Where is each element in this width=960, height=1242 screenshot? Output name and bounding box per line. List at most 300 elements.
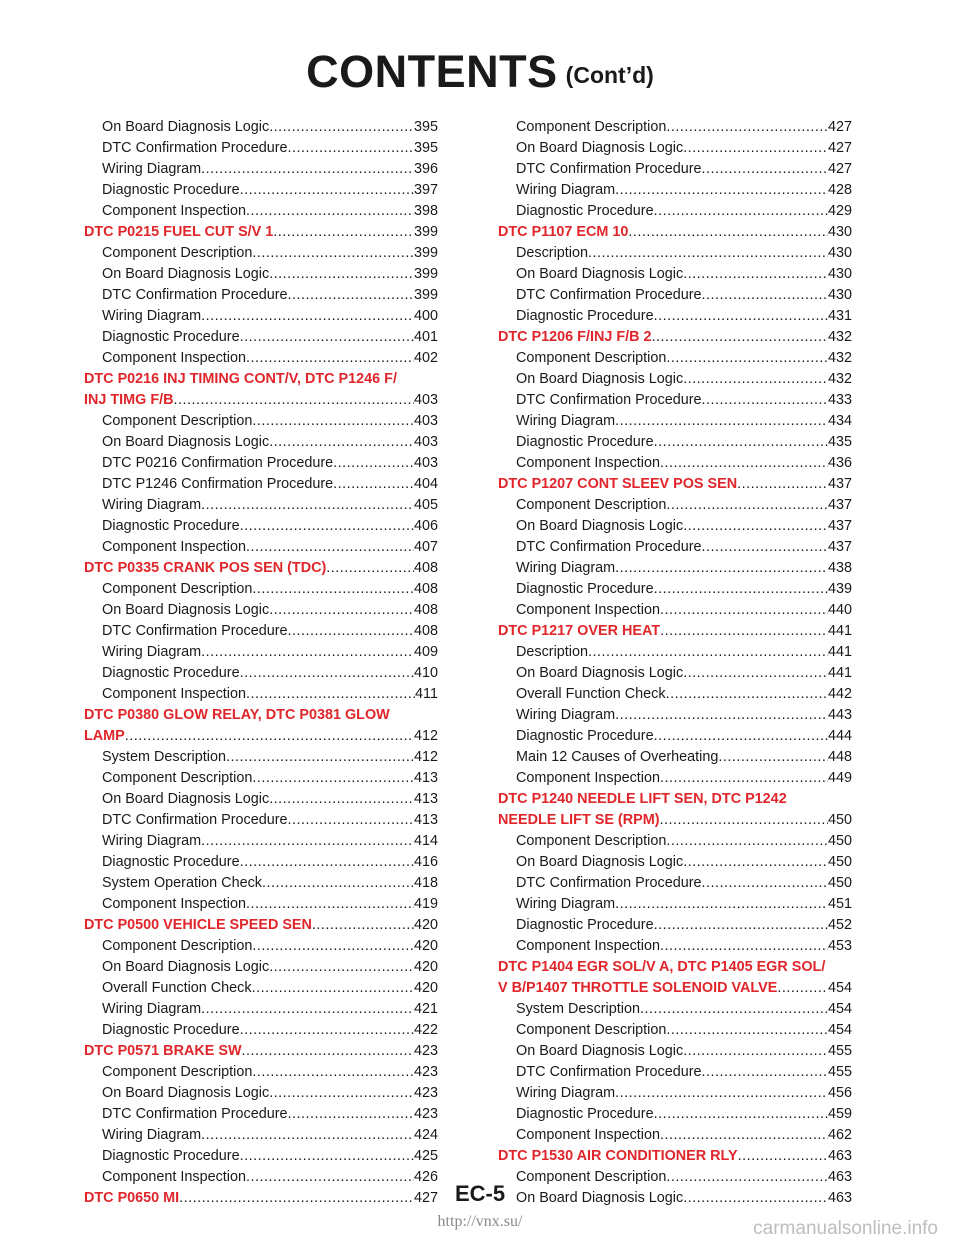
toc-entry[interactable] — [84, 1146, 438, 1167]
toc-entry[interactable] — [84, 999, 438, 1020]
dot-leader — [615, 558, 828, 579]
toc-entry[interactable] — [84, 495, 438, 516]
toc-page-number: 416 — [413, 854, 438, 870]
toc-entry[interactable] — [498, 117, 852, 138]
toc-entry[interactable] — [498, 453, 852, 474]
toc-page-number: 430 — [827, 224, 852, 240]
toc-entry[interactable] — [498, 579, 852, 600]
toc-page-number: 443 — [827, 707, 852, 723]
toc-entry[interactable] — [84, 180, 438, 201]
toc-entry-title: On Board Diagnosis Logic — [516, 140, 684, 156]
toc-page-number: 414 — [413, 833, 438, 849]
toc-entry[interactable] — [498, 663, 852, 684]
toc-heading[interactable] — [498, 810, 852, 831]
dot-leader — [666, 684, 828, 705]
toc-page-number: 450 — [827, 854, 852, 870]
toc-page-number: 450 — [827, 833, 852, 849]
toc-page-number: 403 — [413, 455, 438, 471]
toc-page-number: 454 — [827, 1022, 852, 1038]
toc-entry[interactable] — [84, 873, 438, 894]
toc-page-number: 435 — [827, 434, 852, 450]
toc-heading[interactable] — [498, 621, 852, 642]
toc-heading-line[interactable]: DTC P0380 GLOW RELAY, DTC P0381 GLOW — [84, 707, 390, 723]
toc-entry[interactable] — [498, 159, 852, 180]
toc-entry-title: Component Description — [516, 1022, 667, 1038]
toc-page-number: 451 — [827, 896, 852, 912]
dot-leader — [269, 600, 414, 621]
toc-entry-title: Component Inspection — [516, 1127, 660, 1143]
toc-entry-title: On Board Diagnosis Logic — [102, 791, 270, 807]
toc-entry-title: Diagnostic Procedure — [516, 308, 654, 324]
dot-leader — [654, 915, 828, 936]
toc-entry[interactable] — [84, 327, 438, 348]
toc-entry[interactable] — [84, 159, 438, 180]
toc-entry-title: On Board Diagnosis Logic — [102, 602, 270, 618]
toc-page-number: 448 — [827, 749, 852, 765]
toc-page-number: 396 — [413, 161, 438, 177]
dot-leader — [615, 894, 828, 915]
toc-entry-title: Component Inspection — [516, 602, 660, 618]
toc-heading[interactable] — [84, 915, 438, 936]
toc-entry[interactable] — [84, 432, 438, 453]
toc-entry-title: DTC Confirmation Procedure — [102, 812, 288, 828]
toc-entry[interactable] — [498, 873, 852, 894]
dot-leader — [628, 222, 828, 243]
title-main: CONTENTS — [306, 46, 558, 97]
toc-page-number: 440 — [827, 602, 852, 618]
toc-entry-title: DTC P0216 Confirmation Procedure — [102, 455, 334, 471]
toc-page-number: 459 — [827, 1106, 852, 1122]
toc-entry[interactable] — [84, 264, 438, 285]
toc-entry[interactable] — [498, 747, 852, 768]
toc-page-number: 397 — [413, 182, 438, 198]
toc-page-number: 434 — [827, 413, 852, 429]
toc-column-right — [498, 117, 852, 1209]
toc-entry[interactable] — [84, 579, 438, 600]
toc-entry[interactable] — [84, 747, 438, 768]
toc-entry[interactable] — [84, 642, 438, 663]
toc-page-number: 463 — [827, 1169, 852, 1185]
dot-leader — [201, 495, 414, 516]
toc-entry-title: On Board Diagnosis Logic — [516, 1190, 684, 1206]
toc-entry-title: Component Inspection — [516, 770, 660, 786]
dot-leader — [240, 1146, 414, 1167]
dot-leader — [252, 579, 414, 600]
dot-leader — [654, 1104, 828, 1125]
dot-leader — [702, 537, 828, 558]
toc-entry[interactable] — [84, 957, 438, 978]
toc-page-number: 399 — [413, 266, 438, 282]
toc-heading[interactable] — [84, 558, 438, 579]
toc-entry[interactable] — [498, 852, 852, 873]
toc-page-number: 403 — [413, 392, 438, 408]
toc-entry-title: DTC Confirmation Procedure — [516, 287, 702, 303]
dot-leader — [652, 327, 828, 348]
toc-entry-title: Component Inspection — [102, 896, 246, 912]
toc-entry-title: System Operation Check — [102, 875, 262, 891]
toc-page-number: 411 — [415, 686, 438, 702]
dot-leader — [240, 663, 414, 684]
toc-heading[interactable] — [498, 474, 852, 495]
dot-leader — [201, 831, 414, 852]
toc-entry[interactable] — [84, 411, 438, 432]
toc-entry[interactable] — [84, 978, 438, 999]
dot-leader — [269, 1083, 414, 1104]
toc-entry[interactable] — [498, 726, 852, 747]
toc-heading[interactable] — [84, 390, 438, 411]
toc-entry[interactable] — [84, 516, 438, 537]
toc-page-number: 436 — [827, 455, 852, 471]
toc-entry[interactable] — [84, 810, 438, 831]
toc-entry[interactable] — [84, 306, 438, 327]
dot-leader — [201, 159, 414, 180]
toc-entry-title: Component Description — [516, 833, 667, 849]
toc-page-number: 420 — [413, 938, 438, 954]
toc-entry[interactable] — [84, 684, 438, 705]
toc-entry-title: Diagnostic Procedure — [102, 665, 240, 681]
dot-leader — [240, 516, 414, 537]
toc-page-number: 453 — [827, 938, 852, 954]
dot-leader — [615, 411, 828, 432]
toc-entry-title: Component Description — [516, 497, 667, 513]
toc-entry[interactable] — [498, 558, 852, 579]
toc-page-number: 427 — [827, 119, 852, 135]
toc-column-left — [84, 117, 438, 1209]
toc-entry-title: Diagnostic Procedure — [516, 728, 654, 744]
toc-entry-title: Diagnostic Procedure — [102, 854, 240, 870]
dot-leader — [777, 978, 828, 999]
dot-leader — [666, 117, 828, 138]
dot-leader — [702, 285, 828, 306]
toc-entry-title: DTC Confirmation Procedure — [102, 140, 288, 156]
toc-page-number: 432 — [827, 350, 852, 366]
toc-entry-title: System Description — [102, 749, 226, 765]
footer-link[interactable]: http://vnx.su/ — [437, 1213, 523, 1230]
toc-entry[interactable] — [498, 180, 852, 201]
toc-entry[interactable] — [498, 936, 852, 957]
toc-entry[interactable] — [498, 1104, 852, 1125]
toc-page-number: 430 — [827, 287, 852, 303]
toc-page-number: 455 — [827, 1043, 852, 1059]
dot-leader — [246, 894, 414, 915]
toc-entry[interactable] — [498, 768, 852, 789]
toc-page-number: 449 — [827, 770, 852, 786]
toc-entry-title: On Board Diagnosis Logic — [516, 1043, 684, 1059]
toc-entry-title: On Board Diagnosis Logic — [516, 518, 684, 534]
dot-leader — [588, 642, 828, 663]
dot-leader — [269, 789, 414, 810]
toc-page-number: 437 — [827, 539, 852, 555]
toc-entry-title: DTC P0335 CRANK POS SEN (TDC) — [84, 560, 327, 576]
dot-leader — [654, 726, 828, 747]
toc-entry-title: DTC P0650 MI — [84, 1190, 180, 1206]
toc-entry-title: DTC P0215 FUEL CUT S/V 1 — [84, 224, 274, 240]
toc-entry[interactable] — [84, 201, 438, 222]
toc-page-number: 428 — [827, 182, 852, 198]
toc-entry[interactable] — [498, 516, 852, 537]
toc-page-number: 439 — [827, 581, 852, 597]
toc-page-number: 419 — [413, 896, 438, 912]
toc-entry-title: Diagnostic Procedure — [102, 1148, 240, 1164]
toc-entry-title: NEEDLE LIFT SE (RPM) — [498, 812, 660, 828]
dot-leader — [666, 831, 828, 852]
toc-entry[interactable] — [84, 621, 438, 642]
toc-page-number: 455 — [827, 1064, 852, 1080]
toc-entry[interactable] — [84, 138, 438, 159]
toc-entry[interactable] — [498, 705, 852, 726]
dot-leader — [252, 768, 414, 789]
toc-page-number: 408 — [413, 602, 438, 618]
dot-leader — [654, 201, 828, 222]
dot-leader — [683, 516, 828, 537]
dot-leader — [702, 159, 828, 180]
toc-entry-title: DTC Confirmation Procedure — [516, 1064, 702, 1080]
page-number: EC-5 — [454, 1181, 506, 1206]
dot-leader — [718, 747, 828, 768]
toc-entry-title: Description — [516, 245, 588, 261]
watermark: carmanualsonline.info — [753, 1218, 938, 1239]
toc-entry[interactable] — [84, 663, 438, 684]
toc-heading[interactable] — [84, 222, 438, 243]
page-title — [0, 46, 960, 98]
dot-leader — [615, 1083, 828, 1104]
dot-leader — [201, 306, 414, 327]
dot-leader — [660, 768, 828, 789]
toc-entry-title: On Board Diagnosis Logic — [102, 119, 270, 135]
toc-page-number: 406 — [413, 518, 438, 534]
toc-heading[interactable] — [498, 327, 852, 348]
toc-entry-title: Wiring Diagram — [516, 413, 616, 429]
toc-page-number: 408 — [413, 560, 438, 576]
toc-entry[interactable] — [498, 537, 852, 558]
toc-entry[interactable] — [84, 1104, 438, 1125]
toc-entry-title: DTC P1206 F/INJ F/B 2 — [498, 329, 652, 345]
dot-leader — [615, 705, 828, 726]
toc-entry[interactable] — [498, 642, 852, 663]
toc-entry[interactable] — [84, 1020, 438, 1041]
toc-entry-title: Component Inspection — [102, 1169, 246, 1185]
toc-entry[interactable] — [498, 1083, 852, 1104]
toc-entry[interactable] — [84, 1062, 438, 1083]
toc-entry[interactable] — [498, 1041, 852, 1062]
dot-leader — [288, 621, 414, 642]
toc-page-number: 407 — [413, 539, 438, 555]
toc-entry[interactable] — [498, 999, 852, 1020]
dot-leader — [240, 1020, 414, 1041]
toc-entry[interactable] — [84, 453, 438, 474]
dot-leader — [269, 264, 414, 285]
toc-page-number: 408 — [413, 581, 438, 597]
toc-entry[interactable] — [498, 495, 852, 516]
toc-page-number: 402 — [413, 350, 438, 366]
toc-entry[interactable] — [84, 117, 438, 138]
dot-leader — [240, 327, 414, 348]
dot-leader — [288, 1104, 414, 1125]
toc-heading[interactable] — [498, 978, 852, 999]
toc-entry-title: Diagnostic Procedure — [516, 1106, 654, 1122]
toc-entry[interactable] — [84, 768, 438, 789]
toc-entry-title: Component Description — [516, 1169, 667, 1185]
dot-leader — [660, 621, 828, 642]
toc-heading[interactable] — [84, 1041, 438, 1062]
toc-entry[interactable] — [84, 600, 438, 621]
toc-page-number: 399 — [413, 224, 438, 240]
dot-leader — [683, 264, 828, 285]
toc-entry[interactable] — [84, 243, 438, 264]
toc-entry-title: On Board Diagnosis Logic — [516, 665, 684, 681]
toc-page-number: 420 — [413, 980, 438, 996]
toc-entry-title: Component Description — [102, 245, 253, 261]
toc-entry-title: On Board Diagnosis Logic — [102, 959, 270, 975]
toc-entry-title: Diagnostic Procedure — [102, 518, 240, 534]
toc-entry[interactable] — [84, 285, 438, 306]
toc-entry-title: On Board Diagnosis Logic — [516, 266, 684, 282]
toc-page-number: 438 — [827, 560, 852, 576]
toc-heading[interactable] — [84, 726, 438, 747]
dot-leader — [240, 180, 414, 201]
toc-entry[interactable] — [84, 852, 438, 873]
toc-entry[interactable] — [498, 390, 852, 411]
toc-entry[interactable] — [84, 789, 438, 810]
toc-page-number: 427 — [827, 161, 852, 177]
dot-leader — [666, 1020, 828, 1041]
toc-entry[interactable] — [498, 285, 852, 306]
toc-page-number: 420 — [413, 917, 438, 933]
toc-entry-title: Component Description — [516, 119, 667, 135]
toc-entry-title: V B/P1407 THROTTLE SOLENOID VALVE — [498, 980, 778, 996]
toc-entry-title: Overall Function Check — [516, 686, 666, 702]
toc-entry-title: Main 12 Causes of Overheating — [516, 749, 719, 765]
toc-page-number: 404 — [413, 476, 438, 492]
toc-entry[interactable] — [498, 1125, 852, 1146]
toc-entry[interactable] — [498, 411, 852, 432]
toc-heading-line[interactable]: DTC P0216 INJ TIMING CONT/V, DTC P1246 F/ — [84, 371, 397, 387]
dot-leader — [654, 432, 828, 453]
toc-page-number: 463 — [827, 1190, 852, 1206]
toc-entry-title: Wiring Diagram — [516, 560, 616, 576]
toc-page-number: 450 — [827, 812, 852, 828]
toc-page-number: 430 — [827, 245, 852, 261]
dot-leader — [288, 285, 414, 306]
toc-entry[interactable] — [84, 1083, 438, 1104]
toc-page-number: 437 — [827, 518, 852, 534]
dot-leader — [252, 936, 414, 957]
toc-page-number: 420 — [413, 959, 438, 975]
toc-entry-title: DTC Confirmation Procedure — [516, 161, 702, 177]
toc-entry[interactable] — [498, 138, 852, 159]
toc-entry[interactable] — [498, 348, 852, 369]
toc-entry[interactable] — [498, 831, 852, 852]
dot-leader — [252, 411, 414, 432]
toc-page-number: 427 — [413, 1190, 438, 1206]
toc-page-number: 403 — [413, 434, 438, 450]
dot-leader — [246, 201, 414, 222]
toc-entry[interactable] — [84, 537, 438, 558]
toc-page-number: 437 — [827, 476, 852, 492]
dot-leader — [226, 747, 414, 768]
toc-page-number: 408 — [413, 623, 438, 639]
toc-entry-title: DTC Confirmation Procedure — [516, 392, 702, 408]
toc-entry-title: INJ TIMG F/B — [84, 392, 174, 408]
dot-leader — [240, 852, 414, 873]
toc-entry-title: Overall Function Check — [102, 980, 252, 996]
dot-leader — [262, 873, 414, 894]
toc-entry-title: Wiring Diagram — [102, 308, 202, 324]
dot-leader — [312, 915, 414, 936]
toc-entry-title: System Description — [516, 1001, 640, 1017]
dot-leader — [660, 1125, 828, 1146]
toc-entry-title: DTC P1207 CONT SLEEV POS SEN — [498, 476, 738, 492]
toc-entry[interactable] — [498, 684, 852, 705]
toc-entry[interactable] — [498, 264, 852, 285]
toc-heading[interactable] — [498, 222, 852, 243]
toc-entry-title: DTC Confirmation Procedure — [102, 287, 288, 303]
toc-entry-title: DTC P1530 AIR CONDITIONER RLY — [498, 1148, 738, 1164]
toc-page-number: 398 — [413, 203, 438, 219]
toc-entry-title: Wiring Diagram — [516, 707, 616, 723]
toc-entry-title: DTC P0500 VEHICLE SPEED SEN — [84, 917, 312, 933]
toc-entry-title: DTC P1107 ECM 10 — [498, 224, 629, 240]
toc-entry[interactable] — [84, 936, 438, 957]
toc-entry[interactable] — [498, 894, 852, 915]
toc-page-number: 399 — [413, 287, 438, 303]
toc-entry[interactable] — [498, 201, 852, 222]
dot-leader — [683, 138, 828, 159]
toc-entry[interactable] — [498, 600, 852, 621]
dot-leader — [246, 537, 414, 558]
toc-entry[interactable] — [498, 432, 852, 453]
toc-page-number: 423 — [413, 1043, 438, 1059]
dot-leader — [660, 600, 828, 621]
toc-page-number: 395 — [413, 140, 438, 156]
dot-leader — [269, 117, 414, 138]
toc-entry-title: LAMP — [84, 728, 125, 744]
toc-heading-line[interactable]: DTC P1404 EGR SOL/V A, DTC P1405 EGR SOL/ — [498, 959, 826, 975]
toc-entry[interactable] — [498, 1020, 852, 1041]
toc-entry[interactable] — [84, 894, 438, 915]
toc-page-number: 452 — [827, 917, 852, 933]
toc-entry[interactable] — [498, 1062, 852, 1083]
toc-entry[interactable] — [84, 474, 438, 495]
toc-entry[interactable] — [498, 306, 852, 327]
toc-entry-title: On Board Diagnosis Logic — [102, 266, 270, 282]
toc-entry[interactable] — [498, 915, 852, 936]
toc-page-number: 463 — [827, 1148, 852, 1164]
toc-entry[interactable] — [84, 831, 438, 852]
toc-entry-title: Wiring Diagram — [102, 1001, 202, 1017]
toc-heading[interactable] — [498, 1146, 852, 1167]
toc-heading-line[interactable]: DTC P1240 NEEDLE LIFT SEN, DTC P1242 — [498, 791, 787, 807]
dot-leader — [666, 495, 828, 516]
toc-entry-title: Diagnostic Procedure — [102, 1022, 240, 1038]
toc-page-number: 431 — [827, 308, 852, 324]
dot-leader — [269, 957, 414, 978]
toc-page-number: 462 — [827, 1127, 852, 1143]
toc-entry-title: Component Description — [102, 938, 253, 954]
toc-entry-title: Wiring Diagram — [516, 182, 616, 198]
toc-entry[interactable] — [498, 243, 852, 264]
toc-page-number: 395 — [413, 119, 438, 135]
toc-entry[interactable] — [84, 348, 438, 369]
toc-entry-title: DTC Confirmation Procedure — [516, 539, 702, 555]
toc-entry-title: Component Description — [516, 350, 667, 366]
toc-page-number: 423 — [413, 1064, 438, 1080]
toc-entry-title: Description — [516, 644, 588, 660]
toc-entry[interactable] — [498, 369, 852, 390]
toc-entry[interactable] — [84, 1125, 438, 1146]
toc-entry-title: Wiring Diagram — [516, 1085, 616, 1101]
toc-page-number: 430 — [827, 266, 852, 282]
